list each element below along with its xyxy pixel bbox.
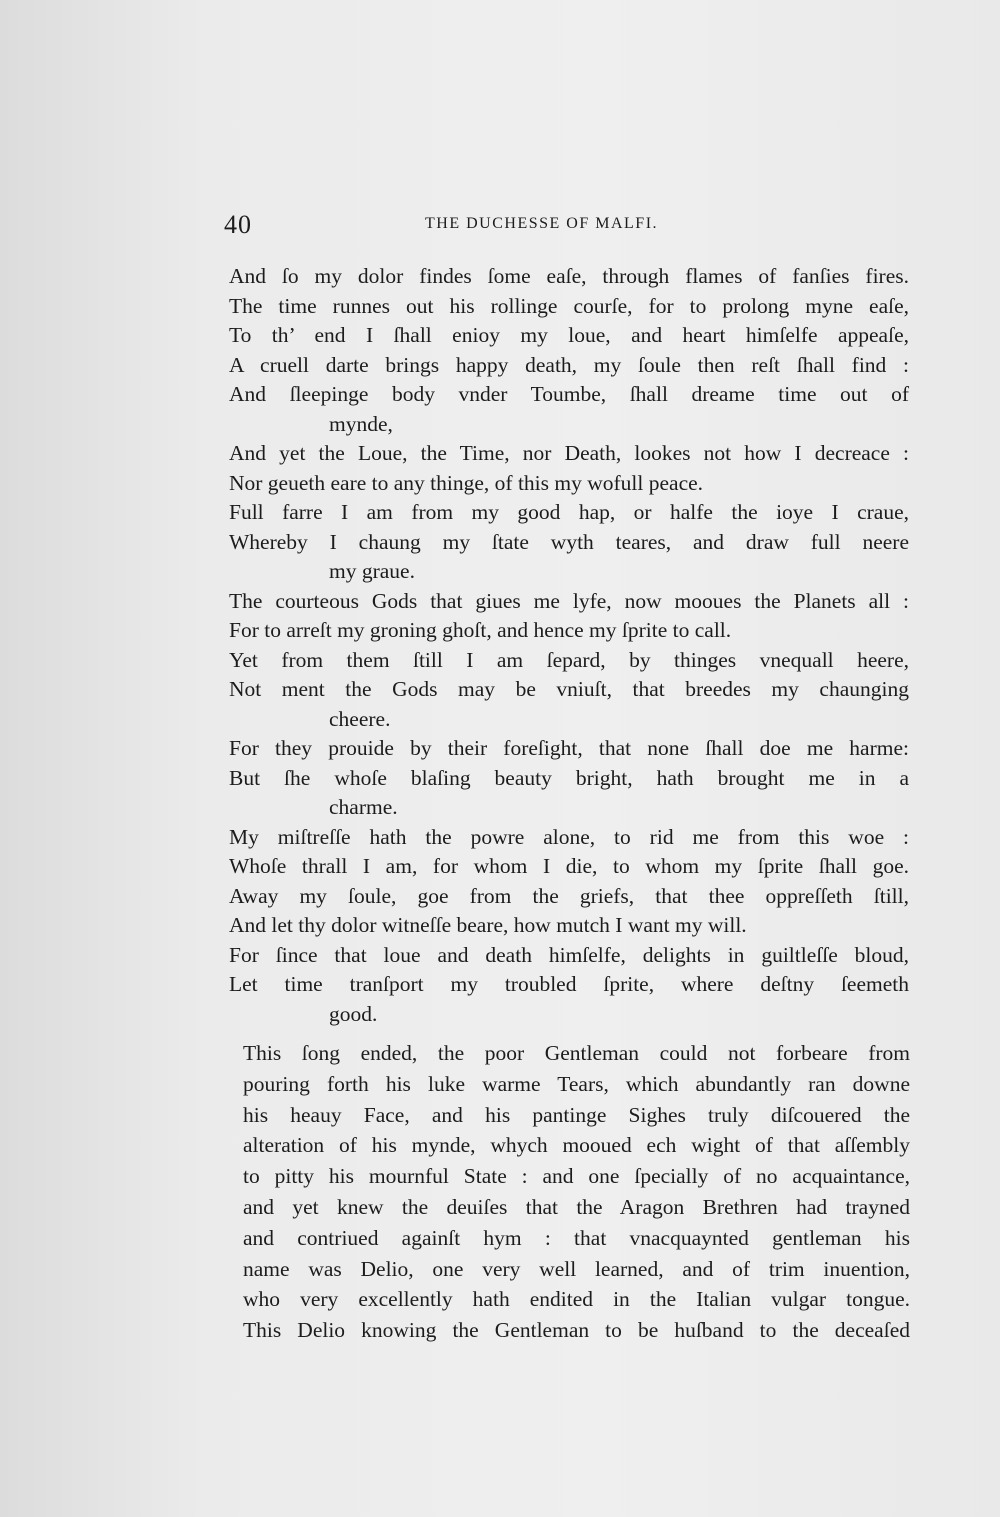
prose-line: and contriued againſt hym : that vnacquaynted gentleman his (243, 1225, 910, 1250)
verse-turnover: cheere. (329, 706, 391, 731)
verse-line: The courteous Gods that giues me lyfe, now mooues the Planets all : (229, 588, 909, 613)
verse-turnover: mynde, (329, 411, 393, 436)
prose-line: This Delio knowing the Gentleman to be huſband to the deceaſed (243, 1318, 910, 1343)
prose-line: and yet knew the deuiſes that the Aragon Brethren had trayned (243, 1194, 910, 1219)
verse-line: And yet the Loue, the Time, nor Death, lookes not how I decreace : (229, 441, 909, 465)
verse-line: For to arreſt my groning ghoſt, and hence my ſprite to call. (229, 618, 732, 642)
verse-line: The time runnes out his rollinge courſe, for to prolong myne eaſe, (229, 293, 909, 318)
verse-turnover: my graue. (329, 559, 415, 583)
verse-line: My miſtreſſe hath the powre alone, to rid me from this woe : (229, 824, 909, 849)
verse-turnover: charme. (329, 795, 398, 819)
running-title: THE DUCHESSE OF MALFI. (425, 215, 659, 232)
page-number: 40 (224, 210, 252, 239)
verse-line: Whoſe thrall I am, for whom I die, to whom my ſprite ſhall goe. (229, 854, 909, 878)
verse-line: Not ment the Gods may be vniuſt, that breedes my chaunging (229, 677, 909, 701)
prose-line: to pitty his mournful State : and one ſpecially of no acquaintance, (243, 1164, 910, 1189)
verse-line: And ſleepinge body vnder Toumbe, ſhall dreame time out of (229, 382, 909, 406)
prose-line: who very excellently hath endited in the Italian vulgar tongue. (243, 1287, 910, 1312)
verse-line: A cruell darte brings happy death, my ſoule then reſt ſhall find : (229, 352, 909, 377)
prose-paragraph (243, 1038, 910, 1346)
verse-line: And ſo my dolor findes ſome eaſe, through flames of fanſies fires. (229, 264, 909, 288)
verse-line: For they prouide by their foreſight, that none ſhall doe me harme: (229, 736, 909, 760)
verse-turnover: good. (329, 1001, 378, 1026)
prose-line: his heauy Face, and his pantinge Sighes truly diſcouered the (243, 1102, 910, 1127)
verse-line: Away my ſoule, goe from the griefs, that thee oppreſſeth ſtill, (229, 883, 909, 908)
verse-line: Yet from them ſtill I am ſepard, by thinges vnequall heere, (229, 647, 909, 672)
verse-line: Let time tranſport my troubled ſprite, where deſtny ſeemeth (229, 972, 909, 996)
prose-line: name was Delio, one very well learned, and of trim inuention, (243, 1256, 910, 1281)
verse-line: And let thy dolor witneſſe beare, how mutch I want my will. (229, 913, 747, 937)
prose-line: This ſong ended, the poor Gentleman could not forbeare from (243, 1041, 910, 1065)
verse-line: Nor geueth eare to any thinge, of this my wofull peace. (229, 470, 704, 495)
verse-block (229, 262, 909, 1029)
verse-line: Whereby I chaung my ſtate wyth teares, and draw full neere (229, 529, 909, 554)
verse-line: To th’ end I ſhall enioy my loue, and heart himſelfe appeaſe, (229, 323, 909, 347)
verse-line: But ſhe whoſe blaſing beauty bright, hath brought me in a (229, 765, 909, 790)
verse-line: For ſince that loue and death himſelfe, delights in guiltleſſe bloud, (229, 942, 909, 967)
prose-line: pouring forth his luke warme Tears, which abundantly ran downe (243, 1071, 910, 1096)
verse-line: Full farre I am from my good hap, or halfe the ioye I craue, (229, 500, 909, 524)
prose-line: alteration of his mynde, whych mooued ech wight of that aſſembly (243, 1133, 910, 1158)
